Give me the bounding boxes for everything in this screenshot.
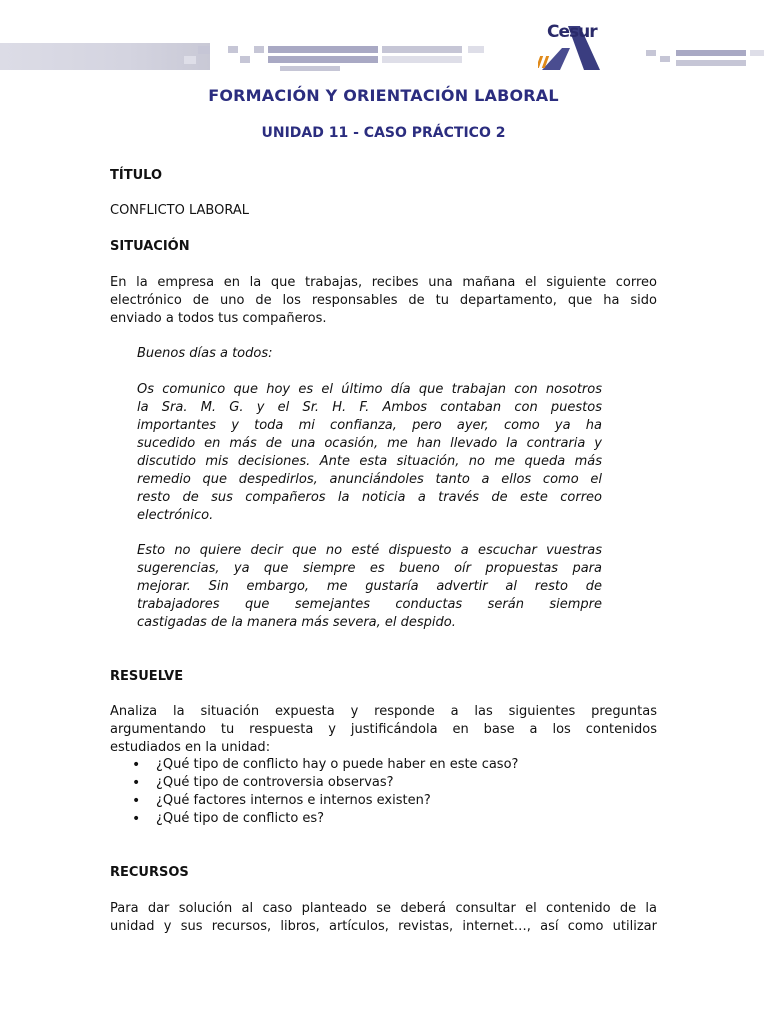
decor-square — [468, 46, 484, 53]
text-line: Para dar solución al caso planteado se deberá consultar el contenido de la — [110, 901, 657, 916]
text-line: enviado a todos tus compañeros. — [110, 311, 327, 326]
email-greeting: Buenos días a todos: — [137, 346, 273, 361]
resuelve-heading: RESUELVE — [110, 669, 184, 684]
text-line: sugerencias, ya que siempre es bueno oír propuestas para — [137, 561, 602, 576]
resuelve-paragraph — [110, 703, 657, 757]
decor-square — [228, 46, 238, 53]
decor-square — [268, 46, 378, 53]
document-subtitle: UNIDAD 11 - CASO PRÁCTICO 2 — [261, 125, 506, 141]
titulo-heading: TÍTULO — [110, 168, 162, 183]
decor-square — [750, 50, 764, 56]
text-line: estudiados en la unidad: — [110, 740, 271, 755]
email-paragraph-1 — [137, 381, 602, 525]
decor-square — [184, 56, 196, 64]
titulo-value: CONFLICTO LABORAL — [110, 203, 249, 218]
text-line: unidad y sus recursos, libros, artículos, revistas, internet…, así como utilizar — [110, 919, 657, 934]
decor-square — [254, 46, 264, 53]
text-line: discutido mis decisiones. Ante esta situación, no me queda más — [137, 454, 602, 469]
text-line: importantes y toda mi confianza, pero ayer, como ya ha — [137, 418, 602, 433]
bullet-icon: • — [132, 775, 141, 791]
decor-square — [198, 46, 210, 54]
logo-text: Cesur — [547, 22, 597, 42]
situacion-paragraph — [110, 274, 657, 328]
text-line: electrónico de uno de los responsables de tu departamento, que ha sido — [110, 293, 657, 308]
cesur-logo — [538, 18, 602, 72]
bullet-icon: • — [132, 757, 141, 773]
list-item: • ¿Qué tipo de conflicto es? — [132, 811, 325, 827]
recursos-heading: RECURSOS — [110, 865, 189, 880]
text-line: remedio que despedirlos, anunciándoles tanto a ellos como el — [137, 472, 602, 487]
situacion-heading: SITUACIÓN — [110, 239, 190, 254]
decor-square — [268, 56, 378, 63]
text-line: Analiza la situación expuesta y responde a las siguientes preguntas — [110, 704, 657, 719]
decor-square — [646, 50, 656, 56]
text-line: Esto no quiere decir que no esté dispuesto a escuchar vuestras — [137, 543, 602, 558]
bullet-icon: • — [132, 793, 141, 809]
decor-square — [280, 66, 340, 71]
text-line: sucedido en más de una ocasión, me han llevado la contraria y — [137, 436, 602, 451]
decor-square — [660, 56, 670, 62]
document-title: FORMACIÓN Y ORIENTACIÓN LABORAL — [208, 86, 559, 105]
decor-square — [382, 56, 462, 63]
decor-square — [382, 46, 462, 53]
text-line: electrónico. — [137, 508, 214, 523]
questions-list — [110, 756, 518, 828]
text-line: resto de sus compañeros la noticia a través de este correo — [137, 490, 602, 505]
text-line: castigadas de la manera más severa, el despido. — [137, 615, 456, 630]
list-item: • ¿Qué factores internos e internos existen? — [132, 793, 431, 809]
text-line: la Sra. M. G. y el Sr. H. F. Ambos contaban con puestos — [137, 400, 602, 415]
list-item: • ¿Qué tipo de controversia observas? — [132, 775, 394, 791]
decor-square — [676, 50, 746, 56]
text-line: trabajadores que semejantes conductas serán siempre — [137, 597, 602, 612]
header-band — [0, 43, 210, 70]
recursos-paragraph — [110, 900, 657, 936]
bullet-icon: • — [132, 811, 141, 827]
text-line: Os comunico que hoy es el último día que trabajan con nosotros — [137, 382, 602, 397]
list-item: • ¿Qué tipo de conflicto hay o puede haber en este caso? — [132, 757, 519, 773]
text-line: mejorar. Sin embargo, me gustaría advertir al resto de — [137, 579, 602, 594]
decor-square — [240, 56, 250, 63]
email-paragraph-2 — [137, 542, 602, 632]
text-line: argumentando tu respuesta y justificándola en base a los contenidos — [110, 722, 657, 737]
decor-square — [676, 60, 746, 66]
text-line: En la empresa en la que trabajas, recibes una mañana el siguiente correo — [110, 275, 657, 290]
